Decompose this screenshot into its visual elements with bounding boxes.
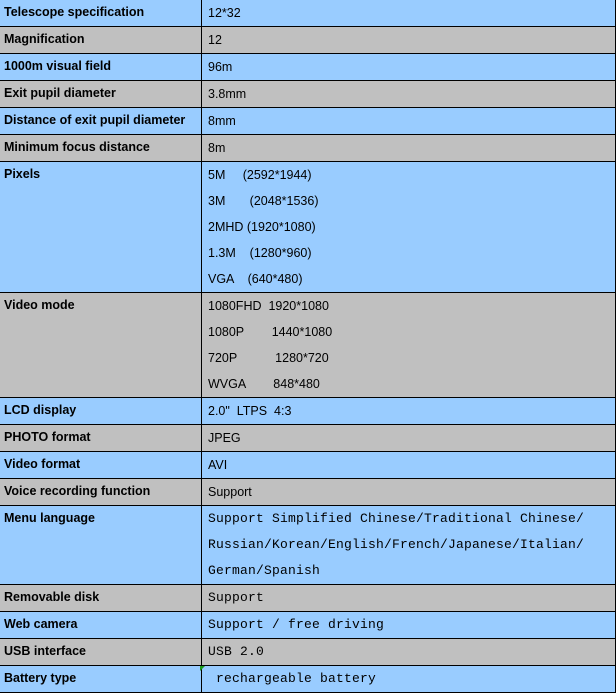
spec-value: rechargeable battery [208,671,377,686]
spec-value: JPEG [208,431,241,445]
spec-value: 96m [208,60,233,74]
spec-value: 5M (2592*1944) [208,168,312,182]
spec-row-battery [0,666,616,693]
spec-row-lcd [0,398,616,425]
spec-row-photo-format [0,425,616,452]
spec-value: 8mm [208,114,236,128]
spec-value-cell [202,479,616,506]
spec-value-cell [202,293,616,398]
spec-value: 12 [208,33,222,47]
spec-value-cell [202,0,616,27]
spec-value: Support / free driving [208,617,385,632]
spec-row-web-camera [0,612,616,639]
spec-label: Video mode [0,293,202,398]
spec-value: Russian/Korean/English/French/Japanese/Italian/ [208,537,585,552]
spec-value-cell [202,506,616,585]
spec-row-telescope [0,0,616,27]
spec-row-video-mode [0,293,616,398]
spec-row-visual-field [0,54,616,81]
spec-value-cell [202,452,616,479]
spec-row-magnification [0,27,616,54]
spec-label: PHOTO format [0,425,202,452]
spec-label: 1000m visual field [0,54,202,81]
spec-value: VGA (640*480) [208,272,303,286]
spec-value: 3.8mm [208,87,247,101]
spec-label: Web camera [0,612,202,639]
spec-value: 2MHD (1920*1080) [208,220,316,234]
spec-label: USB interface [0,639,202,666]
spec-value-cell [202,585,616,612]
spec-value: 8m [208,141,226,155]
spec-value: 1.3M (1280*960) [208,246,312,260]
spec-value-cell [202,666,616,693]
spec-row-usb [0,639,616,666]
spec-row-min-focus [0,135,616,162]
spec-value-cell [202,612,616,639]
spec-value: USB 2.0 [208,644,265,659]
spec-value: AVI [208,458,228,472]
spec-label: Telescope specification [0,0,202,27]
spec-value: 720P 1280*720 [208,351,329,365]
spec-label: Video format [0,452,202,479]
spec-value: German/Spanish [208,563,321,578]
spec-value-cell [202,108,616,135]
spec-row-exit-pupil [0,81,616,108]
spec-row-voice-recording [0,479,616,506]
spec-value: Support [208,590,265,605]
spec-row-menu-language [0,506,616,585]
spec-label: Battery type [0,666,202,693]
spec-label: Distance of exit pupil diameter [0,108,202,135]
spec-label: LCD display [0,398,202,425]
spec-value: 1080P 1440*1080 [208,325,333,339]
spec-label: Removable disk [0,585,202,612]
spec-label: Magnification [0,27,202,54]
spec-value-cell [202,398,616,425]
spec-value-cell [202,162,616,293]
spec-value-cell [202,425,616,452]
spec-value-cell [202,639,616,666]
spec-value-cell [202,81,616,108]
spec-value-cell [202,54,616,81]
spec-value: Support [208,485,252,499]
spec-value-cell [202,27,616,54]
spec-row-exit-pupil-distance [0,108,616,135]
spec-row-removable-disk [0,585,616,612]
spec-row-video-format [0,452,616,479]
spec-value: Support Simplified Chinese/Traditional Chinese/ [208,511,585,526]
spec-value: 2.0" LTPS 4:3 [208,404,292,418]
spec-label: Exit pupil diameter [0,81,202,108]
spec-value: 3M (2048*1536) [208,194,319,208]
spec-label: Menu language [0,506,202,585]
spec-label: Voice recording function [0,479,202,506]
spec-label: Minimum focus distance [0,135,202,162]
spec-value-cell [202,135,616,162]
spec-label: Pixels [0,162,202,293]
spec-value: 12*32 [208,6,241,20]
spec-value: 1080FHD 1920*1080 [208,299,329,313]
spec-row-pixels [0,162,616,293]
spec-value: WVGA 848*480 [208,377,320,391]
